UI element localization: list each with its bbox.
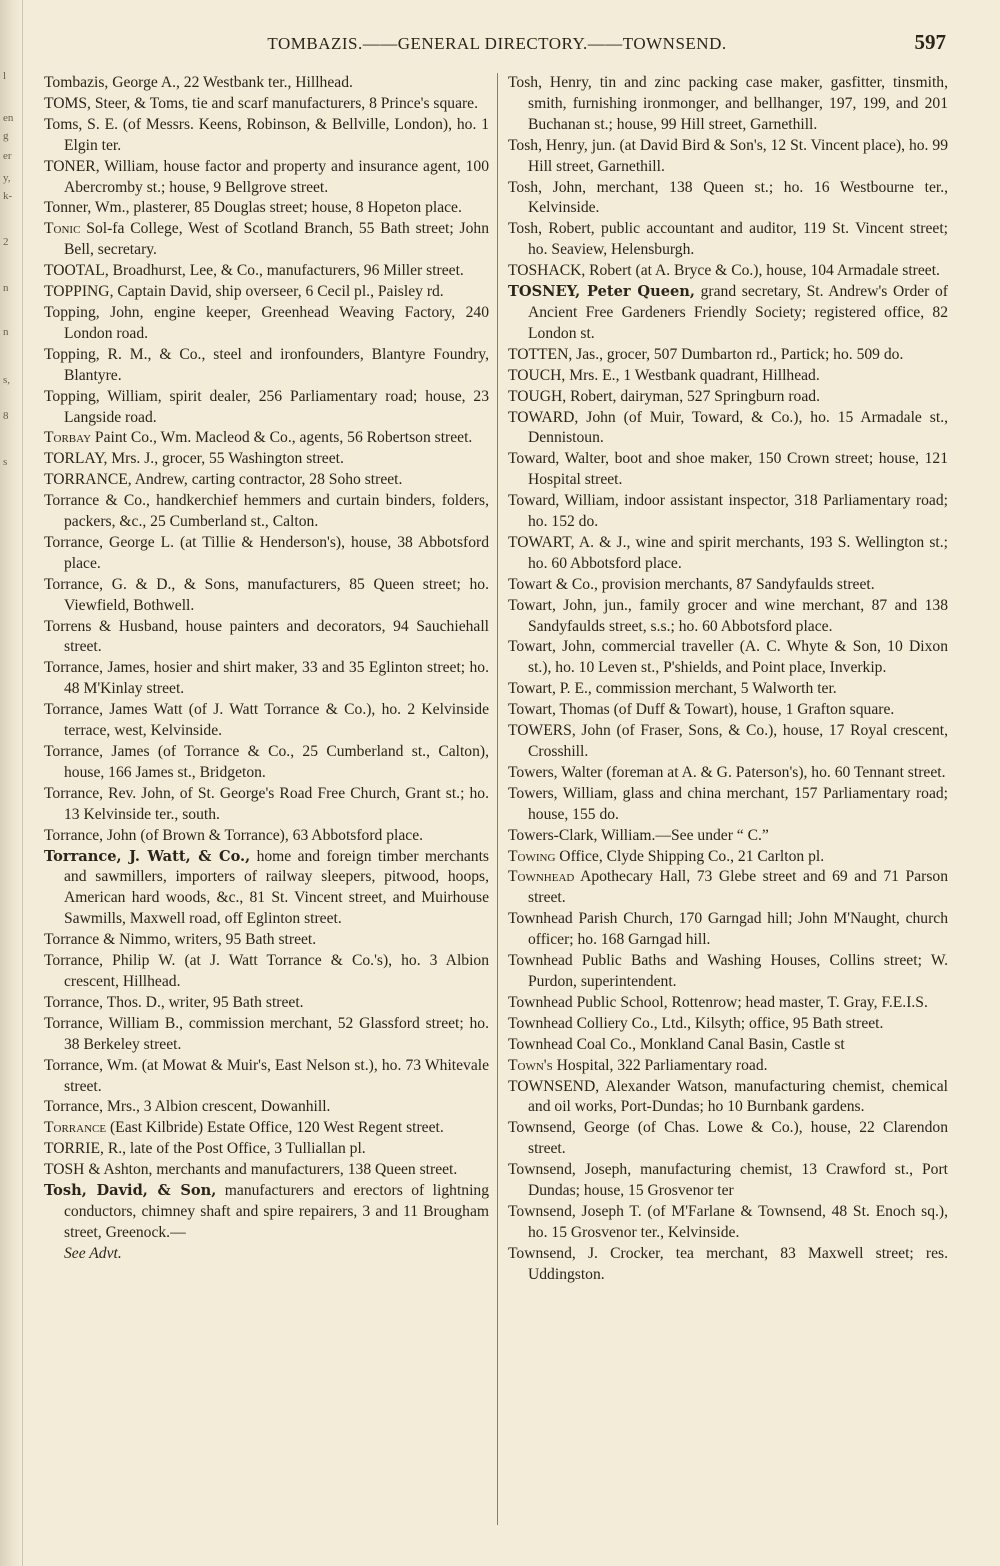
entry-text: Torrance & Nimmo, writers, 95 Bath street. (44, 931, 317, 949)
binding-gutter (0, 0, 23, 1566)
directory-entry (508, 637, 948, 679)
entry-text: Office, Clyde Shipping Co., 21 Carlton pl. (555, 847, 825, 865)
entry-text: Torrance, Mrs., 3 Albion crescent, Dowanhill. (44, 1098, 331, 1116)
entry-text: Tonner, Wm., plasterer, 85 Douglas street; house, 8 Hopeton place. (44, 199, 462, 217)
entry-text: Topping, R. M., & Co., steel and ironfounders, Blantyre Foundry, Blantyre. (44, 345, 489, 384)
entry-text: Towart, P. E., commission merchant, 5 Walworth ter. (508, 680, 837, 698)
entry-text: TOOTAL, Broadhurst, Lee, & Co., manufacturers, 96 Miller street. (44, 262, 464, 280)
directory-entry (508, 700, 948, 721)
directory-entry (508, 867, 948, 909)
directory-entry (508, 282, 948, 345)
directory-entry (44, 533, 489, 575)
gutter-mark: k- (3, 190, 13, 202)
entry-text: Paint Co., Wm. Macleod & Co., agents, 56 Robertson street. (91, 429, 473, 447)
entry-text: Hospital, 322 Parliamentary road. (552, 1056, 768, 1074)
directory-entry (44, 470, 489, 491)
entry-text: Townhead Coal Co., Monkland Canal Basin, Castle st (508, 1035, 845, 1053)
entry-text: Tosh, John, merchant, 138 Queen st.; ho. 16 Westbourne ter., Kelvinside. (508, 178, 948, 217)
directory-entry (44, 700, 489, 742)
entry-text: Sol-fa College, West of Scotland Branch, 55 Bath street; John Bell, secretary. (64, 220, 489, 259)
directory-entry (508, 1056, 948, 1077)
entry-bold-name: Torrance, J. Watt, & Co., (44, 847, 251, 865)
directory-entry (44, 428, 489, 449)
directory-entry (508, 1014, 948, 1035)
running-title: TOMBAZIS.——GENERAL DIRECTORY.——TOWNSEND. (267, 34, 727, 53)
directory-entry (508, 1118, 948, 1160)
entry-lead-word: Torbay (44, 429, 92, 447)
entry-lead-word: Tonic (44, 220, 81, 238)
gutter-mark: s (3, 456, 8, 468)
directory-entry (44, 157, 489, 199)
entry-text: TOPPING, Captain David, ship overseer, 6 Cecil pl., Paisley rd. (44, 283, 444, 301)
entry-text: Torrance, James, hosier and shirt maker, 33 and 35 Eglinton street; ho. 48 M'Kinlay street. (44, 659, 489, 698)
entry-text: TOWNSEND, Alexander Watson, manufacturing chemist, chemical and oil works, Port-Dundas; ho 10 Burnbank gardens. (508, 1077, 948, 1116)
directory-entry (44, 94, 489, 115)
entry-text: TOWARD, John (of Muir, Toward, & Co.), ho. 15 Armadale st., Dennistoun. (508, 408, 948, 447)
directory-entry (44, 847, 489, 931)
directory-entry (44, 951, 489, 993)
entry-bold-name: Tosh, David, & Son, (44, 1182, 217, 1200)
directory-entry (44, 993, 489, 1014)
directory-entry (508, 1077, 948, 1119)
left-column (44, 73, 489, 1533)
entry-text: Torrance, Wm. (at Mowat & Muir's, East Nelson st.), ho. 73 Whitevale street. (44, 1056, 489, 1095)
directory-entry (44, 491, 489, 533)
directory-entry (44, 1139, 489, 1160)
entry-text: Townhead Parish Church, 170 Garngad hill; John M'Naught, church officer; ho. 168 Garngad hill. (508, 910, 948, 949)
directory-entry (508, 784, 948, 826)
entry-text: Toms, S. E. (of Messrs. Keens, Robinson, & Bellville, London), ho. 1 Elgin ter. (44, 115, 489, 154)
gutter-mark: 8 (3, 410, 9, 422)
entry-text: Torrance, Thos. D., writer, 95 Bath street. (44, 993, 304, 1011)
entry-text: Towers-Clark, William.—See under “ C.” (508, 826, 769, 844)
directory-entry (44, 1118, 489, 1139)
gutter-mark: er (3, 150, 12, 162)
gutter-mark: 2 (3, 236, 9, 248)
entry-text: TONER, William, house factor and property and insurance agent, 100 Abercromby st.; house, 9 Bellgrove street. (44, 157, 489, 196)
directory-entry (508, 366, 948, 387)
directory-entry (508, 909, 948, 951)
entry-text: Townhead Public Baths and Washing Houses, Collins street; W. Purdon, superintendent. (508, 952, 948, 990)
directory-entry (44, 784, 489, 826)
directory-entry (44, 73, 489, 94)
entry-text: Townsend, Joseph, manufacturing chemist, 13 Crawford st., Port Dundas; house, 15 Grosvenor ter (508, 1161, 948, 1200)
directory-entry (44, 282, 489, 303)
directory-entry (508, 491, 948, 533)
directory-entry (44, 575, 489, 617)
entry-lead-word: Townhead (508, 868, 575, 886)
entry-text: Towers, William, glass and china merchant, 157 Parliamentary road; house, 155 do. (508, 784, 948, 823)
directory-entry (508, 721, 948, 763)
directory-entry (44, 930, 489, 951)
directory-entry (44, 345, 489, 387)
directory-entry (44, 826, 489, 847)
directory-entry (508, 408, 948, 450)
directory-entry (44, 742, 489, 784)
entry-text: manufacturers and erectors of lightning conductors, chimney shaft and spire repairers, 3 and 11 Brougham street, Greenock.— (64, 1182, 489, 1241)
directory-entry (508, 219, 948, 261)
directory-entry (44, 449, 489, 470)
entry-text: Tosh, Henry, tin and zinc packing case maker, gasfitter, tinsmith, smith, furnishing ironmonger, and bellhanger, 197, 199, and 201 Buchanan st.; house, 99 Hill street, Garnethill. (508, 74, 948, 133)
directory-entry (508, 533, 948, 575)
entry-lead-word: Torrance (44, 1119, 107, 1137)
entry-text: Apothecary Hall, 73 Glebe street and 69 and 71 Parson street. (528, 868, 948, 907)
directory-entry (508, 345, 948, 366)
entry-text: Towers, Walter (foreman at A. & G. Paterson's), ho. 60 Tennant street. (508, 763, 946, 781)
entry-text: Tombazis, George A., 22 Westbank ter., Hillhead. (44, 74, 353, 91)
directory-entry (44, 1160, 489, 1181)
entry-text: TOWERS, John (of Fraser, Sons, & Co.), house, 17 Royal crescent, Crosshill. (508, 722, 948, 760)
entry-text: TOSH & Ashton, merchants and manufacturers, 138 Queen street. (44, 1161, 458, 1179)
gutter-mark: n (3, 326, 9, 338)
entry-text: Toward, Walter, boot and shoe maker, 150 Crown street; house, 121 Hospital street. (508, 450, 948, 489)
directory-entry (44, 198, 489, 219)
right-column (508, 73, 948, 1533)
entry-text: Torrance, Rev. John, of St. George's Road Free Church, Grant st.; ho. 13 Kelvinside ter., south. (44, 784, 489, 823)
gutter-mark: n (3, 282, 9, 294)
entry-text: Townhead Colliery Co., Ltd., Kilsyth; office, 95 Bath street. (508, 1014, 884, 1032)
directory-entry (508, 679, 948, 700)
entry-text: TOWART, A. & J., wine and spirit merchants, 193 S. Wellington st.; ho. 60 Abbotsford place. (508, 533, 948, 572)
page-number: 597 (914, 30, 946, 54)
entry-text: Towart, John, jun., family grocer and wine merchant, 87 and 138 Sandyfaulds street, s.s.; ho. 60 Abbotsford place. (508, 596, 948, 635)
entry-text: Torrance, William B., commission merchant, 52 Glassford street; ho. 38 Berkeley street. (44, 1014, 489, 1053)
directory-entry (508, 178, 948, 220)
entry-text: Torrance, James (of Torrance & Co., 25 Cumberland st., Calton), house, 166 James st., Bridgeton. (44, 743, 489, 781)
entry-text: Torrens & Husband, house painters and decorators, 94 Sauchiehall street. (44, 617, 489, 656)
directory-entry (508, 847, 948, 868)
entry-text: TORRIE, R., late of the Post Office, 3 Tulliallan pl. (44, 1140, 366, 1158)
directory-entry (508, 951, 948, 993)
directory-entry (44, 658, 489, 700)
entry-text: Torrance, John (of Brown & Torrance), 63 Abbotsford place. (44, 826, 424, 844)
directory-entry (508, 449, 948, 491)
entry-lead-word: Towing (508, 847, 556, 865)
entry-text: TOUGH, Robert, dairyman, 527 Springburn road. (508, 387, 820, 405)
directory-entry (508, 136, 948, 178)
directory-entry (508, 575, 948, 596)
entry-text: TORRANCE, Andrew, carting contractor, 28 Soho street. (44, 471, 403, 489)
entry-text: Torrance, Philip W. (at J. Watt Torrance & Co.'s), ho. 3 Albion crescent, Hillhead. (44, 952, 489, 990)
directory-entry (44, 261, 489, 282)
directory-entry (508, 73, 948, 136)
entry-lead-word: Town's (508, 1056, 553, 1074)
entry-text: Torrance, G. & D., & Sons, manufacturers, 85 Queen street; ho. Viewfield, Bothwell. (44, 575, 489, 614)
entry-text: TORLAY, Mrs. J., grocer, 55 Washington street. (44, 450, 344, 468)
directory-entry (508, 826, 948, 847)
running-header (44, 30, 950, 60)
entry-text: Towart, Thomas (of Duff & Towart), house, 1 Grafton square. (508, 701, 895, 719)
entry-text: grand secretary, St. Andrew's Order of Ancient Free Gardeners Friendly Society; registered office, 82 London st. (528, 283, 948, 342)
entry-text: TOMS, Steer, & Toms, tie and scarf manufacturers, 8 Prince's square. (44, 94, 479, 112)
entry-text: Townsend, J. Crocker, tea merchant, 83 Maxwell street; res. Uddingston. (508, 1244, 948, 1283)
directory-entry (508, 993, 948, 1014)
gutter-mark: l (3, 70, 7, 82)
entry-advert-note: See Advt. (64, 1244, 122, 1262)
entry-text: Torrance & Co., handkerchief hemmers and curtain binders, folders, packers, &c., 25 Cumberland st., Calton. (44, 492, 489, 531)
entry-text: Towart, John, commercial traveller (A. C. Whyte & Son, 10 Dixon st.), ho. 10 Leven st., P'shields, and Point place, Inverkip. (508, 638, 948, 677)
entry-bold-name: TOSNEY, Peter Queen, (508, 283, 695, 301)
entry-text: Townsend, George (of Chas. Lowe & Co.), house, 22 Clarendon street. (508, 1119, 948, 1158)
directory-entry (44, 387, 489, 429)
directory-entry (44, 303, 489, 345)
directory-entry (44, 1097, 489, 1118)
directory-entry (44, 1056, 489, 1098)
directory-entry (508, 596, 948, 638)
entry-text: Towart & Co., provision merchants, 87 Sandyfaulds street. (508, 575, 875, 593)
directory-entry (44, 1014, 489, 1056)
directory-entry (508, 763, 948, 784)
entry-text: (East Kilbride) Estate Office, 120 West Regent street. (106, 1119, 444, 1137)
entry-text: Topping, William, spirit dealer, 256 Parliamentary road; house, 23 Langside road. (44, 387, 489, 426)
directory-entry (508, 1160, 948, 1202)
entry-text: TOUCH, Mrs. E., 1 Westbank quadrant, Hillhead. (508, 366, 820, 384)
directory-entry (508, 1202, 948, 1244)
entry-text: Toward, William, indoor assistant inspector, 318 Parliamentary road; ho. 152 do. (508, 492, 948, 531)
directory-entry (508, 1035, 948, 1056)
gutter-mark: en (3, 112, 14, 124)
entry-text: Townsend, Joseph T. (of M'Farlane & Townsend, 48 St. Enoch sq.), ho. 15 Grosvenor ter., Kelvinside. (508, 1202, 948, 1241)
directory-entry (508, 261, 948, 282)
entry-text: Townhead Public School, Rottenrow; head master, T. Gray, F.E.I.S. (508, 993, 928, 1011)
directory-entry (44, 617, 489, 659)
entry-text: Torrance, George L. (at Tillie & Henderson's), house, 38 Abbotsford place. (44, 533, 489, 572)
directory-entry (44, 1181, 489, 1265)
entry-text: Tosh, Henry, jun. (at David Bird & Son's, 12 St. Vincent place), ho. 99 Hill street, Garnethill. (508, 136, 948, 175)
entry-text: Torrance, James Watt (of J. Watt Torrance & Co.), ho. 2 Kelvinside terrace, west, Kelvinside. (44, 701, 489, 740)
entry-text: Topping, John, engine keeper, Greenhead Weaving Factory, 240 London road. (44, 303, 489, 342)
directory-entry (508, 387, 948, 408)
entry-text: TOSHACK, Robert (at A. Bryce & Co.), house, 104 Armadale street. (508, 262, 940, 280)
column-divider (497, 73, 498, 1525)
entry-text: home and foreign timber merchants and sawmillers, importers of railway sleepers, pitwood, hoops, American hard woods, &c., 81 St. Vincent street, and Muirhouse Sawmills, Maxwell road, off Eglinton street. (64, 847, 490, 928)
directory-entry (508, 1244, 948, 1286)
entry-text: Tosh, Robert, public accountant and auditor, 119 St. Vincent street; ho. Seaview, Helensburgh. (508, 220, 948, 259)
gutter-mark: y, (3, 172, 11, 184)
directory-entry (44, 115, 489, 157)
gutter-mark: g (3, 130, 9, 142)
directory-entry (44, 219, 489, 261)
entry-text: TOTTEN, Jas., grocer, 507 Dumbarton rd., Partick; ho. 509 do. (508, 345, 904, 363)
gutter-mark: s, (3, 374, 11, 386)
